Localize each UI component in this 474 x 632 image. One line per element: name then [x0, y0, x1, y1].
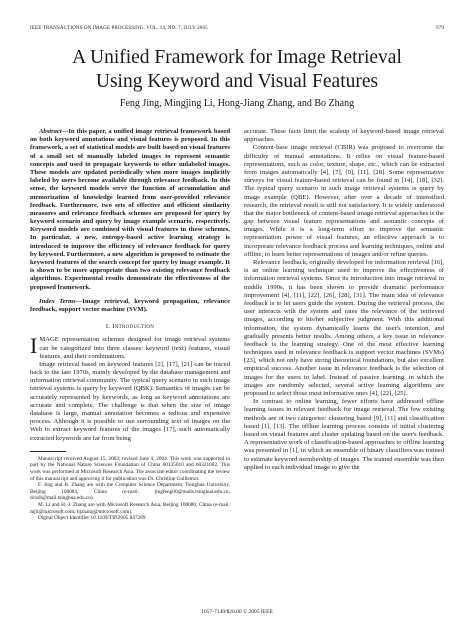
abstract-text: —In this paper, a unified image retrieval framework based on both keyword annotations and visual features is proposed. In this framework, a set of statistical models are built based on visual features of a small set of manually labeled images to represent semantic concepts and used to propagate keywords to other unlabeled images. These models are updated periodically when more images implicitly labeled by users become available through relevance feedback. In this sense, the keyword models serve the function of accumulation and memorization of knowledge learned from user-provided relevance feedback. Furthermore, two sets of effective and efficient similarity measures and relevance feedback schemes are proposed for query by keyword scenario and query by image example scenario, respectively. Keyword models are combined with visual features in these schemes. In particular, a new, entropy-based active learning strategy is introduced to improve the efficiency of relevance feedback for query by keyword. Furthermore, a new algorithm is proposed to estimate the keyword features of the search concept for query by image example. It is shown to be more appropriate than two existing relevance feedback algorithms. Experimental results demonstrate the effectiveness of the proposed framework.	[30, 128, 230, 291]
footnotes	[30, 456, 230, 522]
footnote-rule	[30, 451, 66, 452]
footnote-affiliation-1: F. Jing and B. Zhang are with the Computer Science Department, Tsinghua University, Beijing 100084, China (e-mail: jingfeng00@mails.tsinghua.edu.cn; dcszb@mail.tsinghua.edu.cn).	[30, 482, 230, 502]
right-column	[244, 128, 444, 472]
footnote-affiliation-2: M. Li and H.-J. Zhang are with Microsoft Research Asia, Beijing 100080, China (e-mail: mjli@microsoft.com; hjzhang@microsoft.com).	[30, 501, 230, 515]
section-heading-introduction: I. Introduction	[105, 323, 155, 331]
left-column	[30, 128, 230, 522]
title-line-1: A Unified Framework for Image Retrieval	[72, 47, 402, 68]
index-terms-lead: Index Terms	[39, 297, 76, 305]
abstract-lead: Abstract	[39, 128, 62, 135]
index-terms-text: —Image retrieval, keyword propagation, relevance feedback, support vector machine (SVM).	[30, 297, 231, 313]
title-line-2: Using Keyword and Visual Features	[95, 71, 379, 92]
intro-paragraph-1	[30, 333, 230, 361]
page-number: 979	[436, 26, 444, 31]
journal-header: IEEE TRANSACTIONS ON IMAGE PROCESSING, VOL. 14, NO. 7, JULY 2005	[30, 26, 208, 31]
authors: Feng Jing, Mingjing Li, Hong-Jiang Zhang, and Bo Zhang	[119, 98, 355, 109]
dropcap-letter: I	[30, 333, 38, 359]
paper-title	[0, 46, 474, 94]
index-terms	[30, 298, 230, 314]
right-paragraph-1: accurate. These facts limit the scaleup of keyword-based image retrieval approaches.	[244, 128, 444, 144]
right-paragraph-4: In contrast to online learning, fewer efforts have addressed offline learning issues in relevant feedback for image retrieval. The few existing methods are of two categories: clustering based [9], [11] and classification based [1], [13]. The offline learning process consists of initial clustering based on visual features and cluster updating based on the user's feedback. A representative work of classification-based approaches to offline learning was presented in [1], in which an ensemble of binary classifiers was trained to estimate keyword membership of images. The trained ensemble was then applied to each individual image to give the	[244, 398, 445, 471]
intro-paragraph-2: Image retrieval based on keyword features [2], [17], [21] can be traced back to the late 1970s, mainly developed by the database management and information retrieval community. The typical query scenario in such image retrieval systems is query by keyword (QBK). Semantics of images can be accurately represented by keywords, as long as keyword annotations are accurate and complete. The challenge is that when the size of image database is large, manual annotation becomes a tedious and expensive process. Although it is possible to use surrounding text of images on the Web to extract keyword features of the images [17], such automatically extracted keywords are far from being	[30, 360, 230, 442]
intro-paragraph-1-text: MAGE representation schemes designed for image retrieval systems can be categorized into three classes: keyword (text) features, visual features, and their combinations.	[39, 336, 230, 360]
right-paragraph-3: Relevance feedback, originally developed for information retrieval [16], is an online learning technique used to improve the effectiveness of information retrieval systems. Since its introduction into image retrieval in middle 1990s, it has been shown to provide dramatic performance improvement [4], [11], [22], [26], [28], [31]. The main idea of relevance feedback is to let users guide the system. During the retrieval process, the user interacts with the system and rates the relevance of the retrieved images, according to his/her subjective judgment. With this additional information, the system dynamically learns the user's intention, and gradually presents better results. Among others, a key issue in relevance feedback is the learning strategy. One of the most effective learning techniques used in relevance feedback is support vector machines (SVMs) [23], which not only have strong theoretical foundations, but also excellent empirical success. Another issue in relevance feedback is the selection of images for the users to label. Instead of passive learning, in which the images are randomly selected, several active learning algorithms are proposed to select those most informative ones [4], [22], [25].	[244, 259, 444, 397]
copyright-footer: 1057-7149/$20.00 © 2005 IEEE	[201, 609, 273, 615]
right-paragraph-2: Content-base image retrieval (CBIR) was proposed to overcome the difficulty of manual annotations. It relies on visual feature-based representations, such as color, texture, shape, etc., which can be extracted from images automatically [4], [7], [9], [11], [28]. Some representative surveys for visual feature-based retrieval can be found in [14], [18], [32]. The typical query scenario in such image retrieval systems is query by image example (QBE). However, after over a decade of intensified research, the retrieval result is still not satisfactory. It is widely understood that the major bottleneck of content-based image retrieval approaches is the gap between visual feature representations and semantic concepts of images. While it is a long-term effort to improve the semantic representation power of visual features, an effective approach is to incorporate relevance feedback process and learning techniques, online and offline, to learn better representations of images and/or refine queries.	[244, 144, 444, 258]
running-head	[30, 26, 444, 36]
footnote-manuscript: Manuscript received August 15, 2003; revised June 4, 2004. This work was supported in part by the National Nature Sciences Foundation of China 60135010 and 60321002. This work was performed at Microsoft Research Asia. The associate editor coordinating the review of this manuscript and approving it for publication was Dr. Christine Guillemot.	[30, 455, 230, 482]
abstract	[30, 128, 230, 292]
footnote-doi: Digital Object Identifier 10.1109/TIP.2005.847289	[38, 515, 146, 522]
